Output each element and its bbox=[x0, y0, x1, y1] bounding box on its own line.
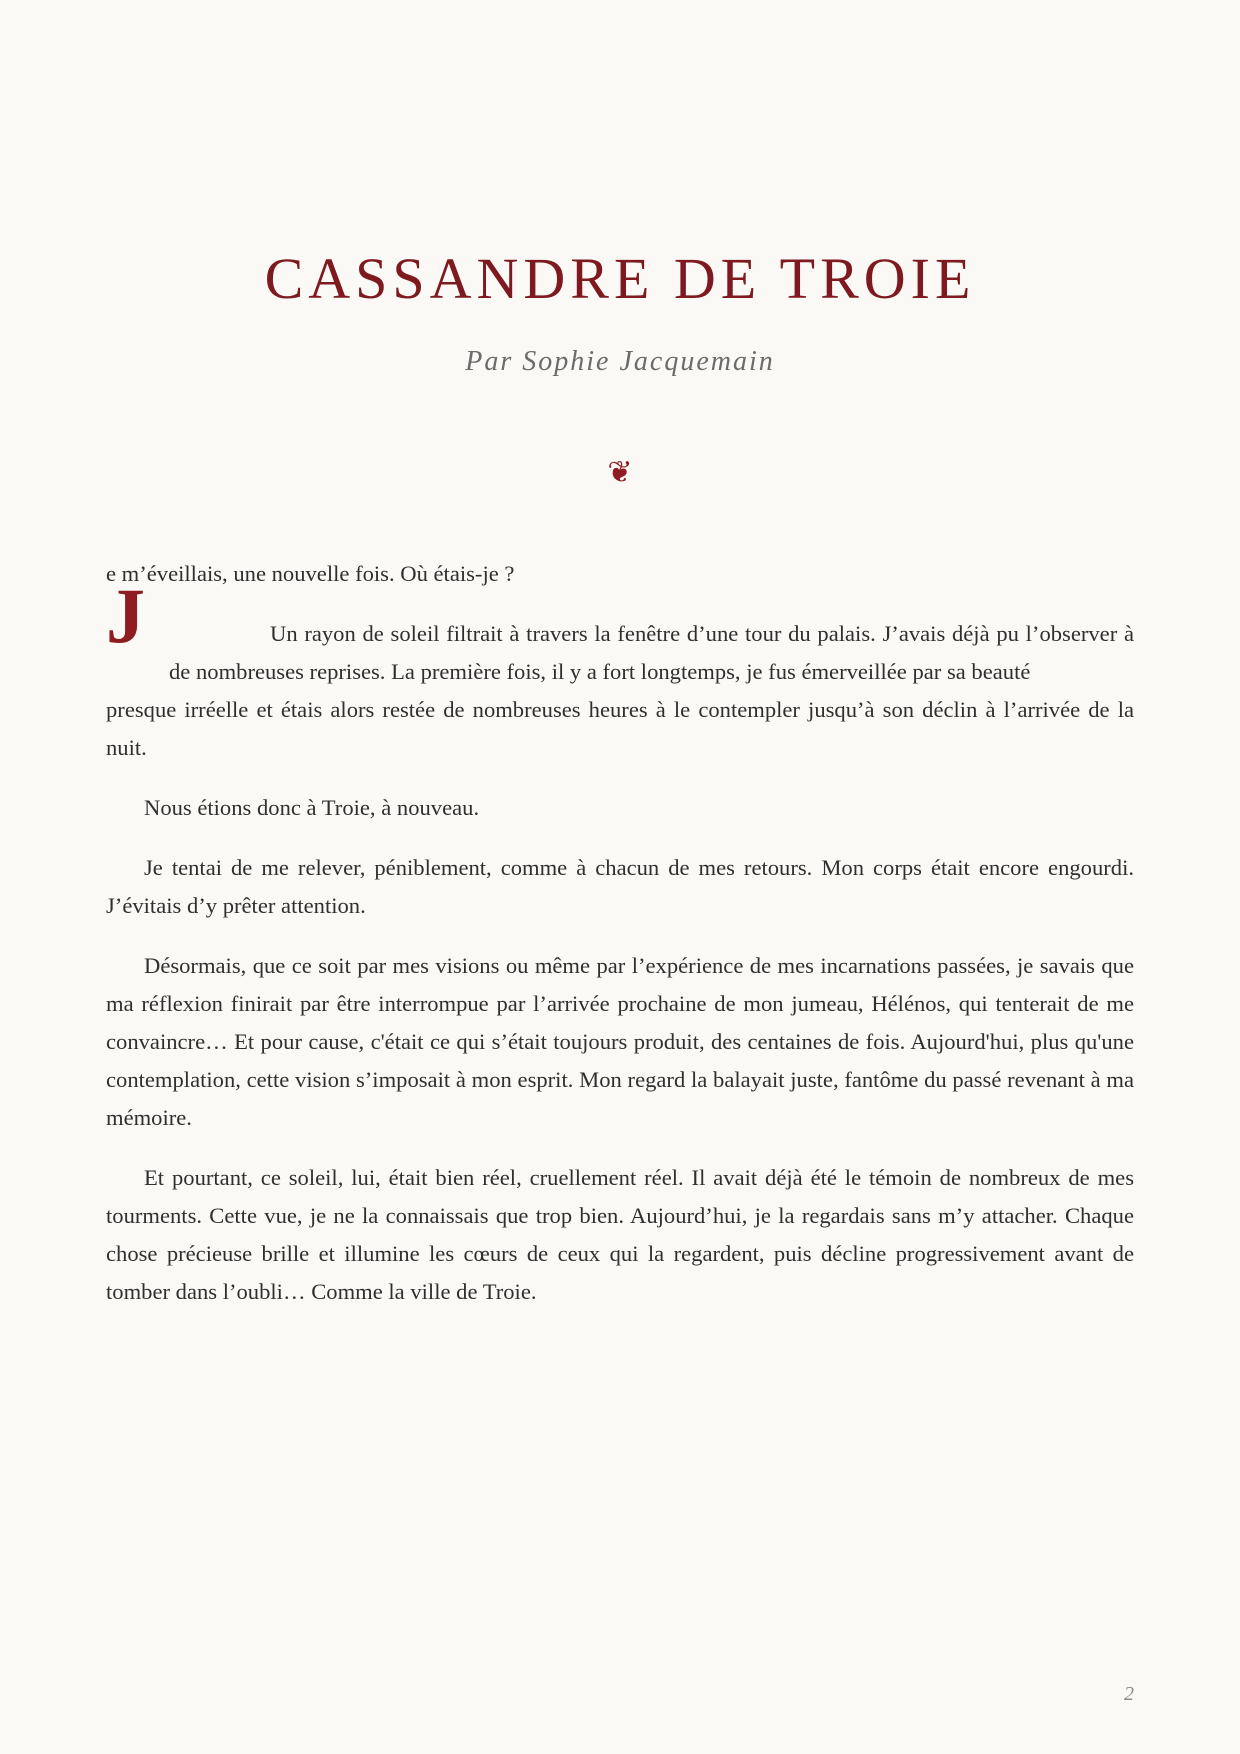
author-byline: Par Sophie Jacquemain bbox=[465, 346, 775, 377]
paragraph-5: Et pourtant, ce soleil, lui, était bien réel, cruellement réel. Il avait déjà été le témoin de nombreux de mes tourments. Cette vue, je ne la connaissais que trop bien. Aujourd’hui, je la regardais sans m’y attacher. Chaque chose précieuse brille et illumine les cœurs de ceux qui la regardent, puis décline progressivement avant de tomber dans l’oubli… Comme la ville de Troie. bbox=[106, 1165, 1134, 1304]
paragraph-1-part-b: presque irréelle et étais alors restée de nombreuses heures à le contempler jusqu’à son déclin à l’arrivée de la nuit. bbox=[106, 697, 1134, 760]
document-title: CASSANDRE DE TROIE bbox=[264, 246, 976, 311]
fleuron-icon: ❦ bbox=[607, 455, 633, 490]
paragraph-1-part-a: Un rayon de soleil filtrait à travers la fenêtre d’une tour du palais. J’avais déjà pu l’observer à de nombreuses reprises. La première fois, il y a fort longtemps, je fus émerveillée par sa beauté bbox=[169, 621, 1134, 684]
opening-line-text: e m’éveillais, une nouvelle fois. Où étais-je ? bbox=[106, 561, 515, 586]
page-number: 2 bbox=[1124, 1683, 1134, 1705]
paragraph-2: Nous étions donc à Troie, à nouveau. bbox=[144, 795, 480, 820]
drop-cap: J bbox=[106, 572, 145, 659]
paragraph-4: Désormais, que ce soit par mes visions ou même par l’expérience de mes incarnations passées, je savais que ma réflexion finirait par être interrompue par l’arrivée prochaine de mon jumeau, Hélénos, qui tenterait de me convaincre… Et pour cause, c'était ce qui s’était toujours produit, des centaines de fois. Aujourd'hui, plus qu'une contemplation, cette vision s’imposait à mon esprit. Mon regard la balayait juste, fantôme du passé revenant à ma mémoire. bbox=[106, 953, 1134, 1130]
paragraph-3: Je tentai de me relever, péniblement, comme à chacun de mes retours. Mon corps était encore engourdi. J’évitais d’y prêter attention. bbox=[106, 855, 1134, 918]
chapter-body bbox=[106, 555, 1134, 1333]
paragraph-1 bbox=[106, 615, 1134, 767]
